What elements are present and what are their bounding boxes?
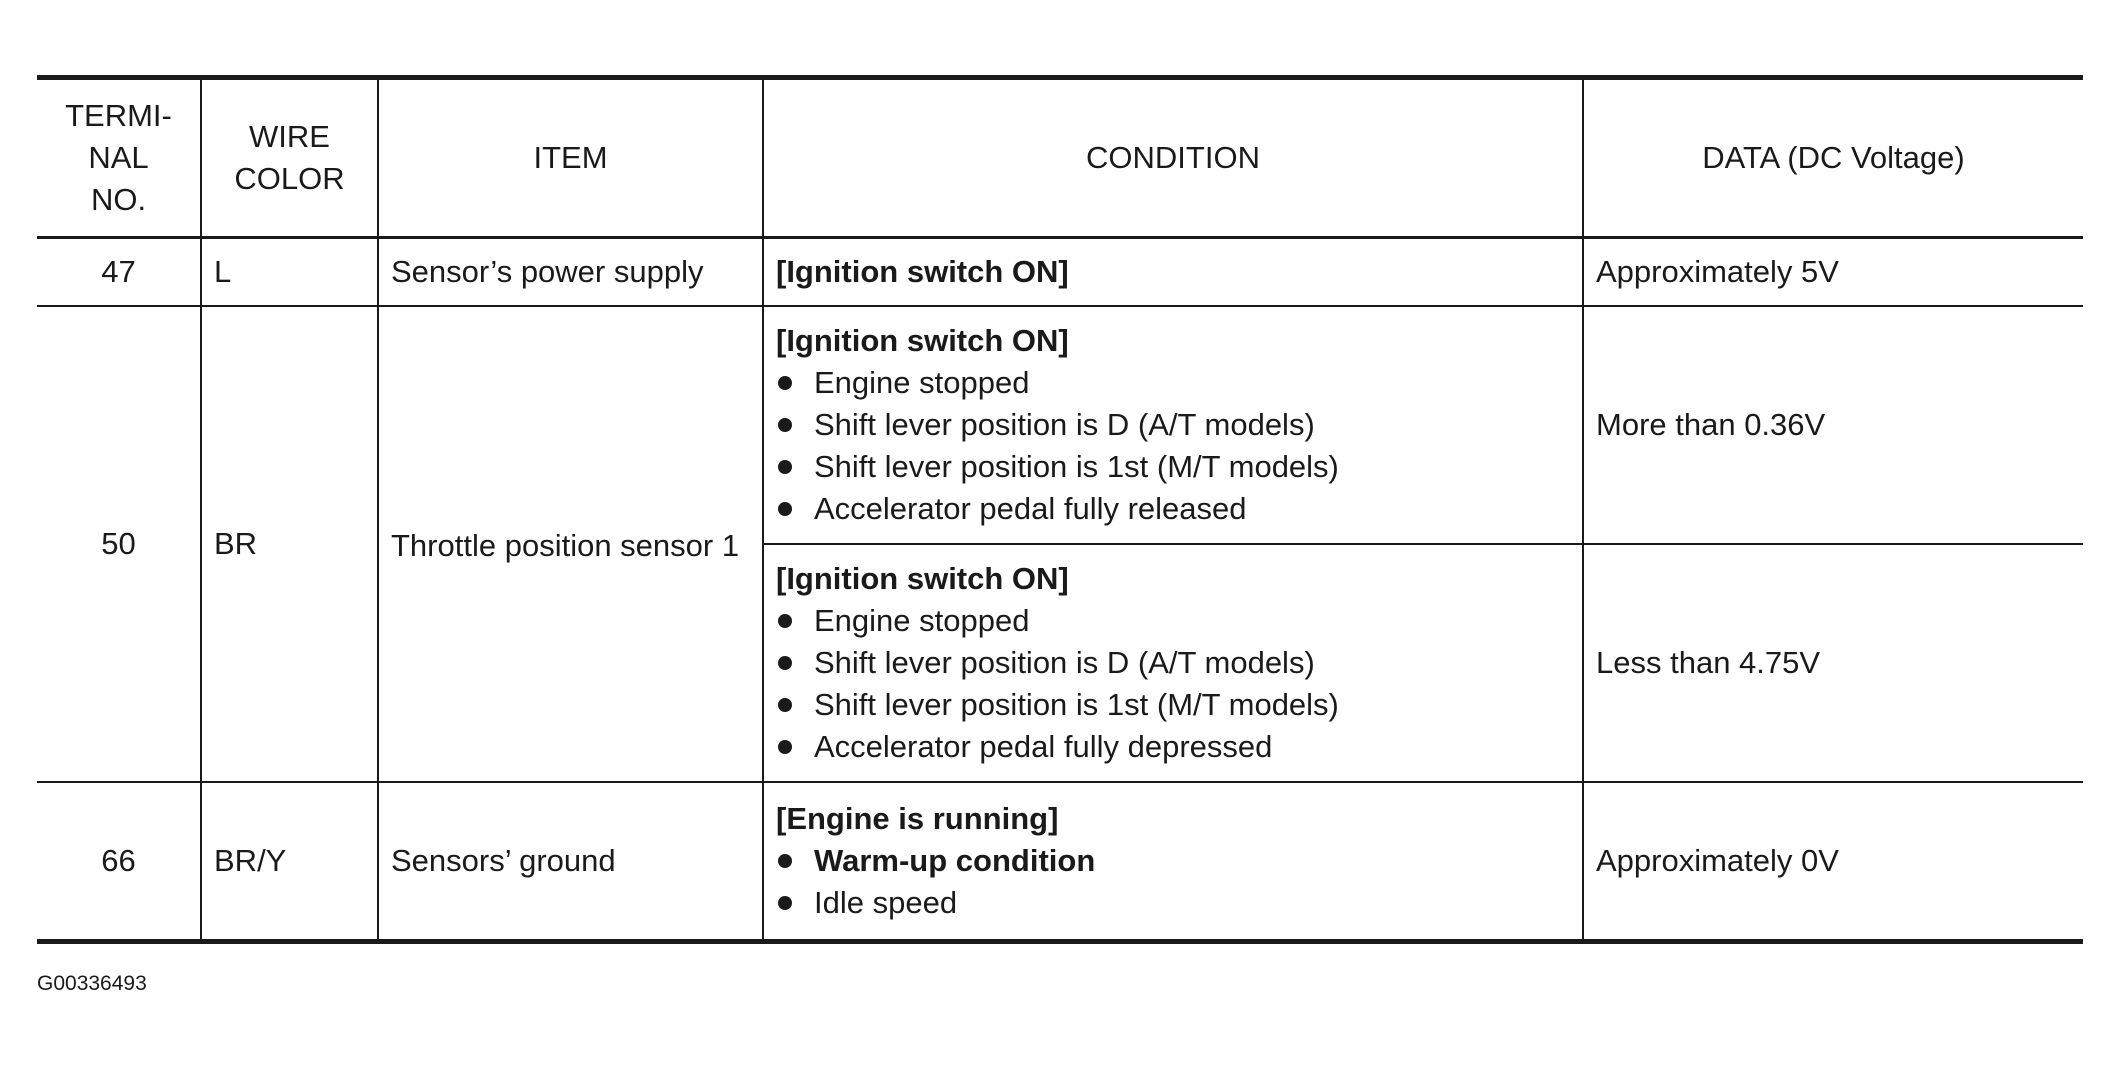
bullet-icon bbox=[778, 698, 792, 712]
table-row bbox=[37, 782, 2083, 942]
bullet-icon bbox=[778, 460, 792, 474]
header-item: ITEM bbox=[378, 78, 763, 238]
list-item: Idle speed bbox=[776, 882, 1570, 924]
list-item: Accelerator pedal fully released bbox=[776, 488, 1570, 530]
condition-cell bbox=[763, 306, 1583, 544]
condition-heading: [Ignition switch ON] bbox=[776, 561, 1069, 596]
bullet-icon bbox=[778, 418, 792, 432]
header-terminal-no: TERMI- NAL NO. bbox=[37, 78, 201, 238]
bullet-icon bbox=[778, 740, 792, 754]
list-item: Warm-up condition bbox=[776, 840, 1570, 882]
item-name: Sensors’ ground bbox=[378, 782, 763, 942]
bullet-icon bbox=[778, 656, 792, 670]
wire-color: BR/Y bbox=[201, 782, 378, 942]
table-row bbox=[37, 306, 2083, 544]
list-item: Shift lever position is D (A/T models) bbox=[776, 404, 1570, 446]
item-name: Throttle position sensor 1 bbox=[378, 306, 763, 782]
condition-cell bbox=[763, 238, 1583, 307]
condition-list bbox=[776, 600, 1570, 768]
list-item: Shift lever position is 1st (M/T models) bbox=[776, 446, 1570, 488]
condition-cell bbox=[763, 782, 1583, 942]
bullet-icon bbox=[778, 854, 792, 868]
figure-id: G00336493 bbox=[37, 972, 147, 995]
data-value: More than 0.36V bbox=[1583, 306, 2083, 544]
data-value: Less than 4.75V bbox=[1583, 544, 2083, 782]
bullet-icon bbox=[778, 614, 792, 628]
list-item: Engine stopped bbox=[776, 362, 1570, 404]
condition-heading: [Ignition switch ON] bbox=[776, 323, 1069, 358]
header-wire-color: WIRE COLOR bbox=[201, 78, 378, 238]
terminal-number: 47 bbox=[37, 238, 201, 307]
list-item: Accelerator pedal fully depressed bbox=[776, 726, 1570, 768]
table-header-row bbox=[37, 78, 2083, 238]
item-name: Sensor’s power supply bbox=[378, 238, 763, 307]
terminal-reference-table bbox=[37, 75, 2083, 944]
bullet-icon bbox=[778, 502, 792, 516]
condition-heading: [Engine is running] bbox=[776, 801, 1059, 836]
condition-cell bbox=[763, 544, 1583, 782]
wire-color: L bbox=[201, 238, 378, 307]
wire-color: BR bbox=[201, 306, 378, 782]
header-data: DATA (DC Voltage) bbox=[1583, 78, 2083, 238]
header-condition: CONDITION bbox=[763, 78, 1583, 238]
list-item: Shift lever position is D (A/T models) bbox=[776, 642, 1570, 684]
condition-list bbox=[776, 840, 1570, 924]
condition-list bbox=[776, 362, 1570, 530]
table-row bbox=[37, 238, 2083, 307]
terminal-reference-table-container bbox=[37, 75, 2083, 944]
terminal-number: 50 bbox=[37, 306, 201, 782]
bullet-icon bbox=[778, 376, 792, 390]
list-item: Engine stopped bbox=[776, 600, 1570, 642]
data-value: Approximately 5V bbox=[1583, 238, 2083, 307]
condition-heading: [Ignition switch ON] bbox=[776, 254, 1069, 289]
list-item: Shift lever position is 1st (M/T models) bbox=[776, 684, 1570, 726]
bullet-icon bbox=[778, 896, 792, 910]
terminal-number: 66 bbox=[37, 782, 201, 942]
data-value: Approximately 0V bbox=[1583, 782, 2083, 942]
